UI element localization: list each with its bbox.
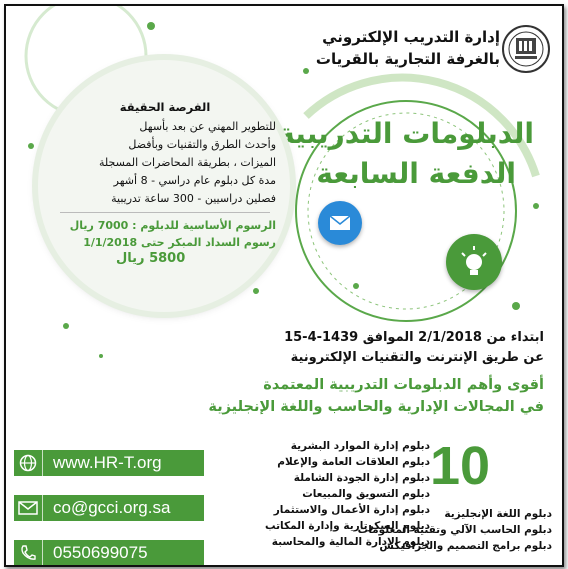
offer-text [54,100,276,266]
offer-heading: الفرصة الحقيقة [119,100,211,114]
list-item: دبلوم إدارة الموارد البشرية [290,440,430,452]
globe-icon [14,450,43,476]
list-item: دبلوم برامج التصميم والجرافيكس [379,540,552,552]
phone-icon [14,540,43,566]
early-price: 5800 ريال [116,251,186,266]
offer-line: مدة كل دبلوم عام دراسي - 8 أشهر [113,174,276,187]
dot [147,22,155,30]
dot [533,203,539,209]
list-item: دبلوم اللغة الإنجليزية [444,508,552,520]
offer-line: فصلين دراسيين - 300 ساعة تدريبية [111,192,276,205]
start-method: عن طريق الإنترنت والتقنيات الإلكترونية [290,350,544,365]
email-link[interactable]: co@gcci.org.sa [53,498,171,517]
main-title [278,114,534,194]
diplomas-list-tech [358,506,552,554]
start-info [284,328,544,368]
fee-line: الرسوم الأساسية للدبلوم : 7000 ريال [69,219,276,232]
offer-line: وأحدث الطرق والتقنيات وبأفضل [128,138,276,151]
phone-link[interactable]: 0550699075 [53,543,148,562]
dot [63,323,69,329]
website-bar[interactable] [14,450,204,476]
offer-line: الميزات ، بطريقة المحاضرات المسجلة [98,156,276,169]
lightbulb-icon [446,234,502,290]
list-item: دبلوم العلاقات العامة والإعلام [277,456,430,468]
list-item: دبلوم السكرتارية وإدارة المكاتب [264,520,430,532]
website-link[interactable]: www.HR-T.org [53,453,162,472]
envelope-icon [14,495,43,521]
start-date: ابتداء من 2/1/2018 الموافق 1439-4-15 [284,330,544,345]
dot [253,288,259,294]
dot [28,143,34,149]
dot [303,68,309,74]
list-item: دبلوم إدارة الجودة الشاملة [293,472,430,484]
list-item: دبلوم إدارة الأعمال والاستثمار [273,504,430,516]
poster-frame [4,4,564,567]
highlight-line-2: في المجالات الإدارية والحاسب واللغة الإنجليزية [208,399,544,415]
list-item: دبلوم الإدارة المالية والمحاسبة [271,536,430,548]
dot [353,283,359,289]
highlight-line-1: أقوى وأهم الدبلومات التدريبية المعتمدة [263,377,544,393]
envelope-icon [318,201,362,245]
chamber-logo-icon [501,24,551,74]
offer-line: للتطوير المهني عن بعد بأسهل [139,120,276,133]
org-line-2: بالغرفة التجارية بالقريات [315,50,500,68]
dot [512,302,520,310]
list-item: دبلوم التسويق والمبيعات [302,488,430,500]
org-line-1: إدارة التدريب الإلكتروني [322,28,500,46]
title-line-2: الدفعة السابعة [316,157,516,190]
highlight [208,374,544,418]
dot [99,354,103,358]
phone-bar[interactable] [14,540,204,566]
email-bar[interactable] [14,495,204,521]
list-item: دبلوم الحاسب الآلي وتقنية المعلومات [357,524,552,536]
title-line-1: الدبلومات التدريبية [278,117,534,150]
early-line: رسوم السداد المبكر حتى 1/1/2018 [83,236,276,249]
org-name [316,26,500,70]
diploma-count: 10 [430,436,491,496]
